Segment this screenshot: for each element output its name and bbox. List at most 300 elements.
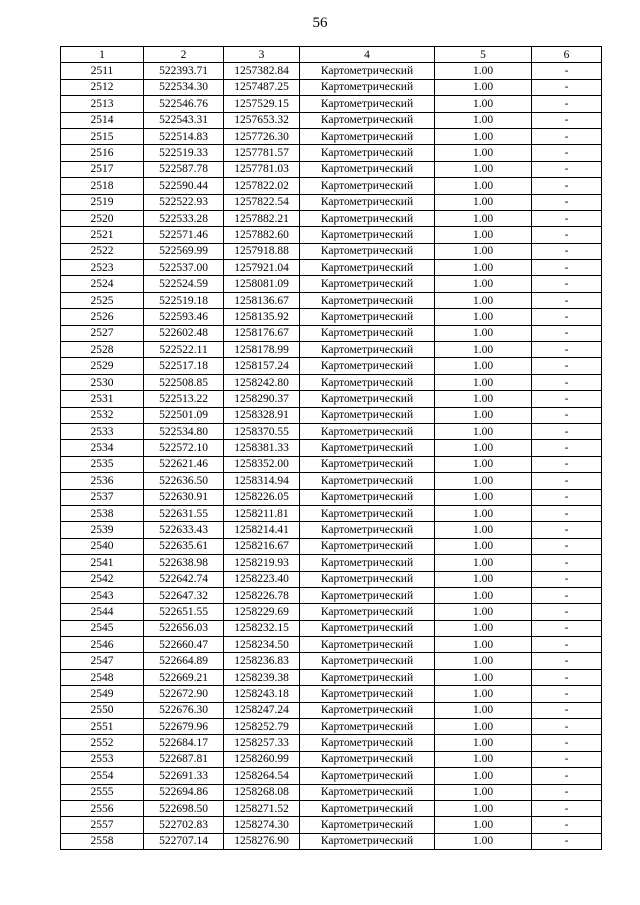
coordinates-table [60,46,602,850]
point-number-cell: 2528 [61,342,144,358]
table-row [61,276,602,292]
note-cell: - [532,79,602,95]
y-coordinate-cell: 1257921.04 [224,260,300,276]
accuracy-cell: 1.00 [435,227,532,243]
note-cell: - [532,637,602,653]
method-cell: Картометрический [300,440,435,456]
method-cell: Картометрический [300,79,435,95]
point-number-cell: 2551 [61,719,144,735]
y-coordinate-cell: 1257822.02 [224,178,300,194]
method-cell: Картометрический [300,96,435,112]
y-coordinate-cell: 1258242.80 [224,374,300,390]
y-coordinate-cell: 1258239.38 [224,669,300,685]
method-cell: Картометрический [300,768,435,784]
accuracy-cell: 1.00 [435,63,532,79]
note-cell: - [532,719,602,735]
y-coordinate-cell: 1258257.33 [224,735,300,751]
x-coordinate-cell: 522590.44 [144,178,224,194]
accuracy-cell: 1.00 [435,128,532,144]
table-row [61,719,602,735]
point-number-cell: 2535 [61,456,144,472]
method-cell: Картометрический [300,637,435,653]
y-coordinate-cell: 1258328.91 [224,407,300,423]
note-cell: - [532,161,602,177]
note-cell: - [532,686,602,702]
point-number-cell: 2553 [61,751,144,767]
table-row [61,702,602,718]
x-coordinate-cell: 522660.47 [144,637,224,653]
method-cell: Картометрический [300,653,435,669]
table-row [61,505,602,521]
accuracy-cell: 1.00 [435,292,532,308]
accuracy-cell: 1.00 [435,325,532,341]
x-coordinate-cell: 522633.43 [144,522,224,538]
accuracy-cell: 1.00 [435,833,532,849]
x-coordinate-cell: 522533.28 [144,210,224,226]
table-row [61,571,602,587]
x-coordinate-cell: 522393.71 [144,63,224,79]
y-coordinate-cell: 1258352.00 [224,456,300,472]
y-coordinate-cell: 1258276.90 [224,833,300,849]
table-row [61,751,602,767]
column-header-2: 2 [144,47,224,63]
column-header-5: 5 [435,47,532,63]
y-coordinate-cell: 1258211.81 [224,505,300,521]
method-cell: Картометрический [300,128,435,144]
point-number-cell: 2555 [61,784,144,800]
accuracy-cell: 1.00 [435,653,532,669]
x-coordinate-cell: 522571.46 [144,227,224,243]
y-coordinate-cell: 1258157.24 [224,358,300,374]
x-coordinate-cell: 522514.83 [144,128,224,144]
accuracy-cell: 1.00 [435,358,532,374]
table-row [61,243,602,259]
point-number-cell: 2518 [61,178,144,194]
method-cell: Картометрический [300,555,435,571]
method-cell: Картометрический [300,456,435,472]
note-cell: - [532,669,602,685]
table-row [61,637,602,653]
point-number-cell: 2526 [61,309,144,325]
x-coordinate-cell: 522647.32 [144,587,224,603]
accuracy-cell: 1.00 [435,260,532,276]
point-number-cell: 2524 [61,276,144,292]
method-cell: Картометрический [300,473,435,489]
note-cell: - [532,243,602,259]
y-coordinate-cell: 1258178.99 [224,342,300,358]
accuracy-cell: 1.00 [435,407,532,423]
note-cell: - [532,604,602,620]
note-cell: - [532,440,602,456]
x-coordinate-cell: 522621.46 [144,456,224,472]
x-coordinate-cell: 522522.11 [144,342,224,358]
point-number-cell: 2513 [61,96,144,112]
point-number-cell: 2542 [61,571,144,587]
x-coordinate-cell: 522698.50 [144,800,224,816]
y-coordinate-cell: 1258268.08 [224,784,300,800]
accuracy-cell: 1.00 [435,96,532,112]
method-cell: Картометрический [300,784,435,800]
y-coordinate-cell: 1258226.78 [224,587,300,603]
y-coordinate-cell: 1257529.15 [224,96,300,112]
table-row [61,374,602,390]
table-row [61,112,602,128]
y-coordinate-cell: 1257487.25 [224,79,300,95]
y-coordinate-cell: 1258234.50 [224,637,300,653]
note-cell: - [532,571,602,587]
table-row [61,63,602,79]
accuracy-cell: 1.00 [435,112,532,128]
x-coordinate-cell: 522593.46 [144,309,224,325]
x-coordinate-cell: 522543.31 [144,112,224,128]
y-coordinate-cell: 1258216.67 [224,538,300,554]
note-cell: - [532,342,602,358]
method-cell: Картометрический [300,505,435,521]
note-cell: - [532,145,602,161]
x-coordinate-cell: 522656.03 [144,620,224,636]
note-cell: - [532,587,602,603]
table-row [61,227,602,243]
point-number-cell: 2550 [61,702,144,718]
table-row [61,784,602,800]
method-cell: Картометрический [300,833,435,849]
point-number-cell: 2515 [61,128,144,144]
note-cell: - [532,358,602,374]
method-cell: Картометрический [300,358,435,374]
accuracy-cell: 1.00 [435,309,532,325]
point-number-cell: 2557 [61,817,144,833]
note-cell: - [532,260,602,276]
table-row [61,735,602,751]
method-cell: Картометрический [300,571,435,587]
x-coordinate-cell: 522691.33 [144,768,224,784]
x-coordinate-cell: 522537.00 [144,260,224,276]
note-cell: - [532,374,602,390]
note-cell: - [532,768,602,784]
point-number-cell: 2532 [61,407,144,423]
accuracy-cell: 1.00 [435,243,532,259]
accuracy-cell: 1.00 [435,604,532,620]
y-coordinate-cell: 1258247.24 [224,702,300,718]
accuracy-cell: 1.00 [435,505,532,521]
y-coordinate-cell: 1258136.67 [224,292,300,308]
method-cell: Картометрический [300,227,435,243]
method-cell: Картометрический [300,178,435,194]
column-header-1: 1 [61,47,144,63]
table-row [61,391,602,407]
table-row [61,325,602,341]
accuracy-cell: 1.00 [435,178,532,194]
method-cell: Картометрический [300,145,435,161]
y-coordinate-cell: 1258214.41 [224,522,300,538]
note-cell: - [532,702,602,718]
method-cell: Картометрический [300,686,435,702]
table-row [61,423,602,439]
table-row [61,833,602,849]
x-coordinate-cell: 522522.93 [144,194,224,210]
y-coordinate-cell: 1257382.84 [224,63,300,79]
method-cell: Картометрический [300,407,435,423]
method-cell: Картометрический [300,112,435,128]
note-cell: - [532,194,602,210]
page-number: 56 [312,15,328,31]
note-cell: - [532,522,602,538]
y-coordinate-cell: 1257822.54 [224,194,300,210]
point-number-cell: 2519 [61,194,144,210]
y-coordinate-cell: 1258219.93 [224,555,300,571]
note-cell: - [532,391,602,407]
y-coordinate-cell: 1258290.37 [224,391,300,407]
accuracy-cell: 1.00 [435,768,532,784]
x-coordinate-cell: 522636.50 [144,473,224,489]
y-coordinate-cell: 1258229.69 [224,604,300,620]
accuracy-cell: 1.00 [435,751,532,767]
point-number-cell: 2545 [61,620,144,636]
method-cell: Картометрический [300,604,435,620]
y-coordinate-cell: 1258232.15 [224,620,300,636]
point-number-cell: 2516 [61,145,144,161]
table-row [61,79,602,95]
x-coordinate-cell: 522702.83 [144,817,224,833]
accuracy-cell: 1.00 [435,374,532,390]
y-coordinate-cell: 1258260.99 [224,751,300,767]
table-row [61,620,602,636]
method-cell: Картометрический [300,194,435,210]
method-cell: Картометрический [300,374,435,390]
note-cell: - [532,833,602,849]
method-cell: Картометрический [300,391,435,407]
accuracy-cell: 1.00 [435,522,532,538]
table-row [61,161,602,177]
point-number-cell: 2514 [61,112,144,128]
x-coordinate-cell: 522517.18 [144,358,224,374]
note-cell: - [532,423,602,439]
point-number-cell: 2529 [61,358,144,374]
method-cell: Картометрический [300,260,435,276]
x-coordinate-cell: 522572.10 [144,440,224,456]
accuracy-cell: 1.00 [435,571,532,587]
table-row [61,309,602,325]
point-number-cell: 2522 [61,243,144,259]
note-cell: - [532,325,602,341]
accuracy-cell: 1.00 [435,194,532,210]
table-row [61,686,602,702]
method-cell: Картометрический [300,538,435,554]
table-row [61,128,602,144]
point-number-cell: 2547 [61,653,144,669]
accuracy-cell: 1.00 [435,555,532,571]
table-row [61,768,602,784]
method-cell: Картометрический [300,292,435,308]
accuracy-cell: 1.00 [435,702,532,718]
method-cell: Картометрический [300,751,435,767]
x-coordinate-cell: 522602.48 [144,325,224,341]
y-coordinate-cell: 1257726.30 [224,128,300,144]
x-coordinate-cell: 522687.81 [144,751,224,767]
point-number-cell: 2517 [61,161,144,177]
y-coordinate-cell: 1258252.79 [224,719,300,735]
point-number-cell: 2546 [61,637,144,653]
x-coordinate-cell: 522546.76 [144,96,224,112]
table-row [61,194,602,210]
point-number-cell: 2511 [61,63,144,79]
note-cell: - [532,407,602,423]
method-cell: Картометрический [300,817,435,833]
x-coordinate-cell: 522508.85 [144,374,224,390]
accuracy-cell: 1.00 [435,145,532,161]
note-cell: - [532,489,602,505]
table-row [61,292,602,308]
method-cell: Картометрический [300,210,435,226]
note-cell: - [532,473,602,489]
x-coordinate-cell: 522513.22 [144,391,224,407]
table-row [61,587,602,603]
table-row [61,489,602,505]
y-coordinate-cell: 1258081.09 [224,276,300,292]
table-row [61,342,602,358]
table-row [61,96,602,112]
y-coordinate-cell: 1257882.21 [224,210,300,226]
note-cell: - [532,456,602,472]
method-cell: Картометрический [300,800,435,816]
accuracy-cell: 1.00 [435,620,532,636]
point-number-cell: 2536 [61,473,144,489]
note-cell: - [532,653,602,669]
x-coordinate-cell: 522694.86 [144,784,224,800]
method-cell: Картометрический [300,161,435,177]
point-number-cell: 2552 [61,735,144,751]
point-number-cell: 2520 [61,210,144,226]
accuracy-cell: 1.00 [435,489,532,505]
y-coordinate-cell: 1258271.52 [224,800,300,816]
method-cell: Картометрический [300,342,435,358]
method-cell: Картометрический [300,735,435,751]
x-coordinate-cell: 522524.59 [144,276,224,292]
note-cell: - [532,96,602,112]
accuracy-cell: 1.00 [435,686,532,702]
x-coordinate-cell: 522669.21 [144,669,224,685]
method-cell: Картометрический [300,669,435,685]
table-row [61,145,602,161]
y-coordinate-cell: 1258226.05 [224,489,300,505]
point-number-cell: 2544 [61,604,144,620]
accuracy-cell: 1.00 [435,538,532,554]
accuracy-cell: 1.00 [435,817,532,833]
table-row [61,473,602,489]
method-cell: Картометрический [300,522,435,538]
x-coordinate-cell: 522684.17 [144,735,224,751]
accuracy-cell: 1.00 [435,784,532,800]
y-coordinate-cell: 1258264.54 [224,768,300,784]
table-row [61,653,602,669]
note-cell: - [532,620,602,636]
note-cell: - [532,751,602,767]
table-row [61,456,602,472]
y-coordinate-cell: 1258381.33 [224,440,300,456]
method-cell: Картометрический [300,423,435,439]
x-coordinate-cell: 522534.30 [144,79,224,95]
point-number-cell: 2537 [61,489,144,505]
point-number-cell: 2540 [61,538,144,554]
method-cell: Картометрический [300,309,435,325]
method-cell: Картометрический [300,719,435,735]
table-row [61,538,602,554]
y-coordinate-cell: 1258236.83 [224,653,300,669]
note-cell: - [532,112,602,128]
table-row [61,358,602,374]
accuracy-cell: 1.00 [435,79,532,95]
table-row [61,817,602,833]
y-coordinate-cell: 1258274.30 [224,817,300,833]
x-coordinate-cell: 522676.30 [144,702,224,718]
note-cell: - [532,178,602,194]
table-row [61,555,602,571]
y-coordinate-cell: 1257781.03 [224,161,300,177]
y-coordinate-cell: 1257653.32 [224,112,300,128]
note-cell: - [532,128,602,144]
table-row [61,604,602,620]
point-number-cell: 2556 [61,800,144,816]
note-cell: - [532,538,602,554]
x-coordinate-cell: 522664.89 [144,653,224,669]
accuracy-cell: 1.00 [435,800,532,816]
method-cell: Картометрический [300,489,435,505]
accuracy-cell: 1.00 [435,276,532,292]
method-cell: Картометрический [300,587,435,603]
point-number-cell: 2530 [61,374,144,390]
note-cell: - [532,784,602,800]
point-number-cell: 2512 [61,79,144,95]
note-cell: - [532,800,602,816]
x-coordinate-cell: 522519.33 [144,145,224,161]
point-number-cell: 2543 [61,587,144,603]
y-coordinate-cell: 1257882.60 [224,227,300,243]
method-cell: Картометрический [300,63,435,79]
accuracy-cell: 1.00 [435,719,532,735]
point-number-cell: 2523 [61,260,144,276]
accuracy-cell: 1.00 [435,440,532,456]
x-coordinate-cell: 522672.90 [144,686,224,702]
method-cell: Картометрический [300,243,435,259]
header-row [61,47,602,63]
table-row [61,800,602,816]
method-cell: Картометрический [300,702,435,718]
note-cell: - [532,735,602,751]
accuracy-cell: 1.00 [435,161,532,177]
method-cell: Картометрический [300,276,435,292]
table-row [61,407,602,423]
y-coordinate-cell: 1258135.92 [224,309,300,325]
note-cell: - [532,505,602,521]
x-coordinate-cell: 522642.74 [144,571,224,587]
table-body [61,63,602,850]
table-row [61,210,602,226]
y-coordinate-cell: 1258314.94 [224,473,300,489]
point-number-cell: 2521 [61,227,144,243]
column-header-6: 6 [532,47,602,63]
point-number-cell: 2538 [61,505,144,521]
x-coordinate-cell: 522679.96 [144,719,224,735]
column-header-4: 4 [300,47,435,63]
table-row [61,522,602,538]
table-header [61,47,602,63]
x-coordinate-cell: 522651.55 [144,604,224,620]
note-cell: - [532,292,602,308]
accuracy-cell: 1.00 [435,423,532,439]
point-number-cell: 2548 [61,669,144,685]
accuracy-cell: 1.00 [435,391,532,407]
note-cell: - [532,63,602,79]
